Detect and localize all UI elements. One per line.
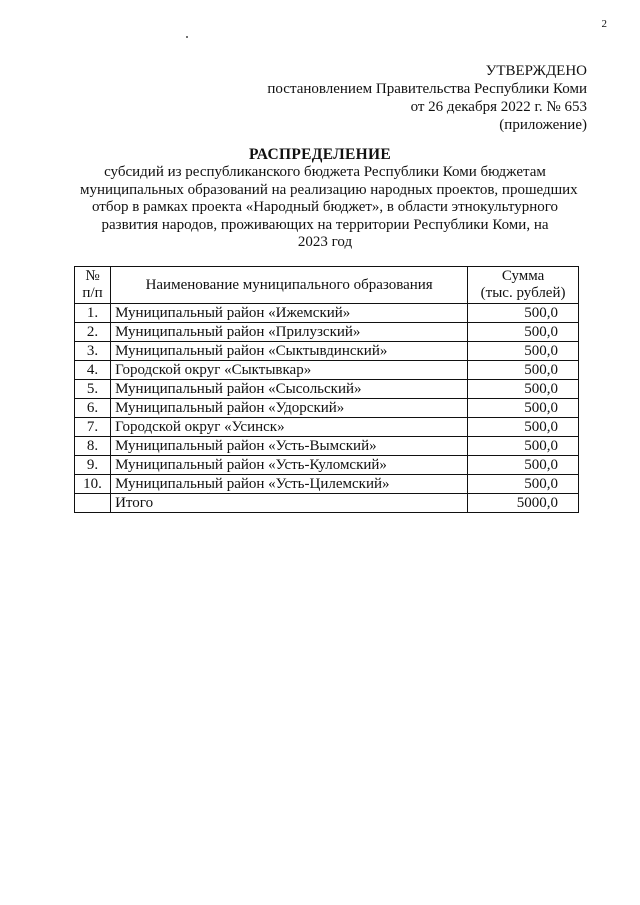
subtitle-line: субсидий из республиканского бюджета Республики Коми бюджетам — [104, 164, 546, 180]
subtitle-line: муниципальных образований на реализацию народных проектов, прошедших — [80, 181, 578, 198]
approval-issuer: постановлением Правительства Республики Коми — [267, 81, 587, 97]
header-sum-line1: Сумма — [501, 268, 545, 284]
header-name: Наименование муниципального образования — [111, 267, 468, 304]
table-total-row — [75, 494, 579, 513]
row-sum: 500,0 — [468, 418, 579, 437]
row-sum: 500,0 — [468, 380, 579, 399]
header-sum-line2: (тыс. рублей) — [480, 285, 566, 301]
row-num: 3. — [75, 342, 111, 361]
row-num: 9. — [75, 456, 111, 475]
distribution-table — [74, 266, 579, 513]
page-number: 2 — [601, 18, 607, 30]
row-num: 1. — [75, 304, 111, 323]
table-row — [75, 342, 579, 361]
table-row — [75, 361, 579, 380]
row-name: Муниципальный район «Прилузский» — [111, 323, 468, 342]
subtitle-line: отбор в рамках проекта «Народный бюджет», в области этнокультурного — [91, 199, 559, 215]
row-name: Муниципальный район «Усть-Куломский» — [111, 456, 468, 475]
row-name: Городской округ «Сыктывкар» — [111, 361, 468, 380]
table-row — [75, 304, 579, 323]
total-sum: 5000,0 — [468, 494, 579, 513]
row-name: Муниципальный район «Сысольский» — [111, 380, 468, 399]
row-sum: 500,0 — [468, 361, 579, 380]
row-num: 7. — [75, 418, 111, 437]
row-name: Муниципальный район «Усть-Цилемский» — [111, 475, 468, 494]
total-label: Итого — [111, 494, 468, 513]
subtitle-line: развития народов, проживающих на территории Республики Коми, на — [101, 216, 549, 233]
header-sum — [468, 267, 579, 304]
row-num: 2. — [75, 323, 111, 342]
row-name: Городской округ «Усинск» — [111, 418, 468, 437]
row-name: Муниципальный район «Сыктывдинский» — [111, 342, 468, 361]
row-sum: 500,0 — [468, 342, 579, 361]
table-header-row — [75, 267, 579, 304]
row-sum: 500,0 — [468, 304, 579, 323]
table-row — [75, 380, 579, 399]
header-num-line1: № — [85, 268, 100, 284]
table-row — [75, 323, 579, 342]
row-num: 8. — [75, 437, 111, 456]
approval-date: от 26 декабря 2022 г. № 653 — [410, 99, 587, 115]
table-row — [75, 437, 579, 456]
table-row — [75, 418, 579, 437]
scan-speck — [186, 36, 188, 38]
table-row — [75, 456, 579, 475]
total-num — [75, 494, 111, 513]
table-row — [75, 475, 579, 494]
document-title: РАСПРЕДЕЛЕНИЕ — [249, 146, 391, 163]
row-name: Муниципальный район «Ижемский» — [111, 304, 468, 323]
row-num: 6. — [75, 399, 111, 418]
row-sum: 500,0 — [468, 323, 579, 342]
approval-heading: УТВЕРЖДЕНО — [485, 63, 587, 79]
row-name: Муниципальный район «Усть-Вымский» — [111, 437, 468, 456]
table-row — [75, 399, 579, 418]
row-num: 4. — [75, 361, 111, 380]
row-name: Муниципальный район «Удорский» — [111, 399, 468, 418]
subtitle-line: 2023 год — [297, 234, 353, 250]
approval-appendix: (приложение) — [499, 117, 587, 133]
header-num — [75, 267, 111, 304]
row-sum: 500,0 — [468, 456, 579, 475]
row-sum: 500,0 — [468, 399, 579, 418]
row-sum: 500,0 — [468, 475, 579, 494]
row-num: 10. — [75, 475, 111, 494]
header-num-line2: п/п — [82, 285, 103, 301]
row-sum: 500,0 — [468, 437, 579, 456]
row-num: 5. — [75, 380, 111, 399]
approval-stamp-block — [267, 62, 587, 134]
document-subtitle — [80, 164, 578, 252]
